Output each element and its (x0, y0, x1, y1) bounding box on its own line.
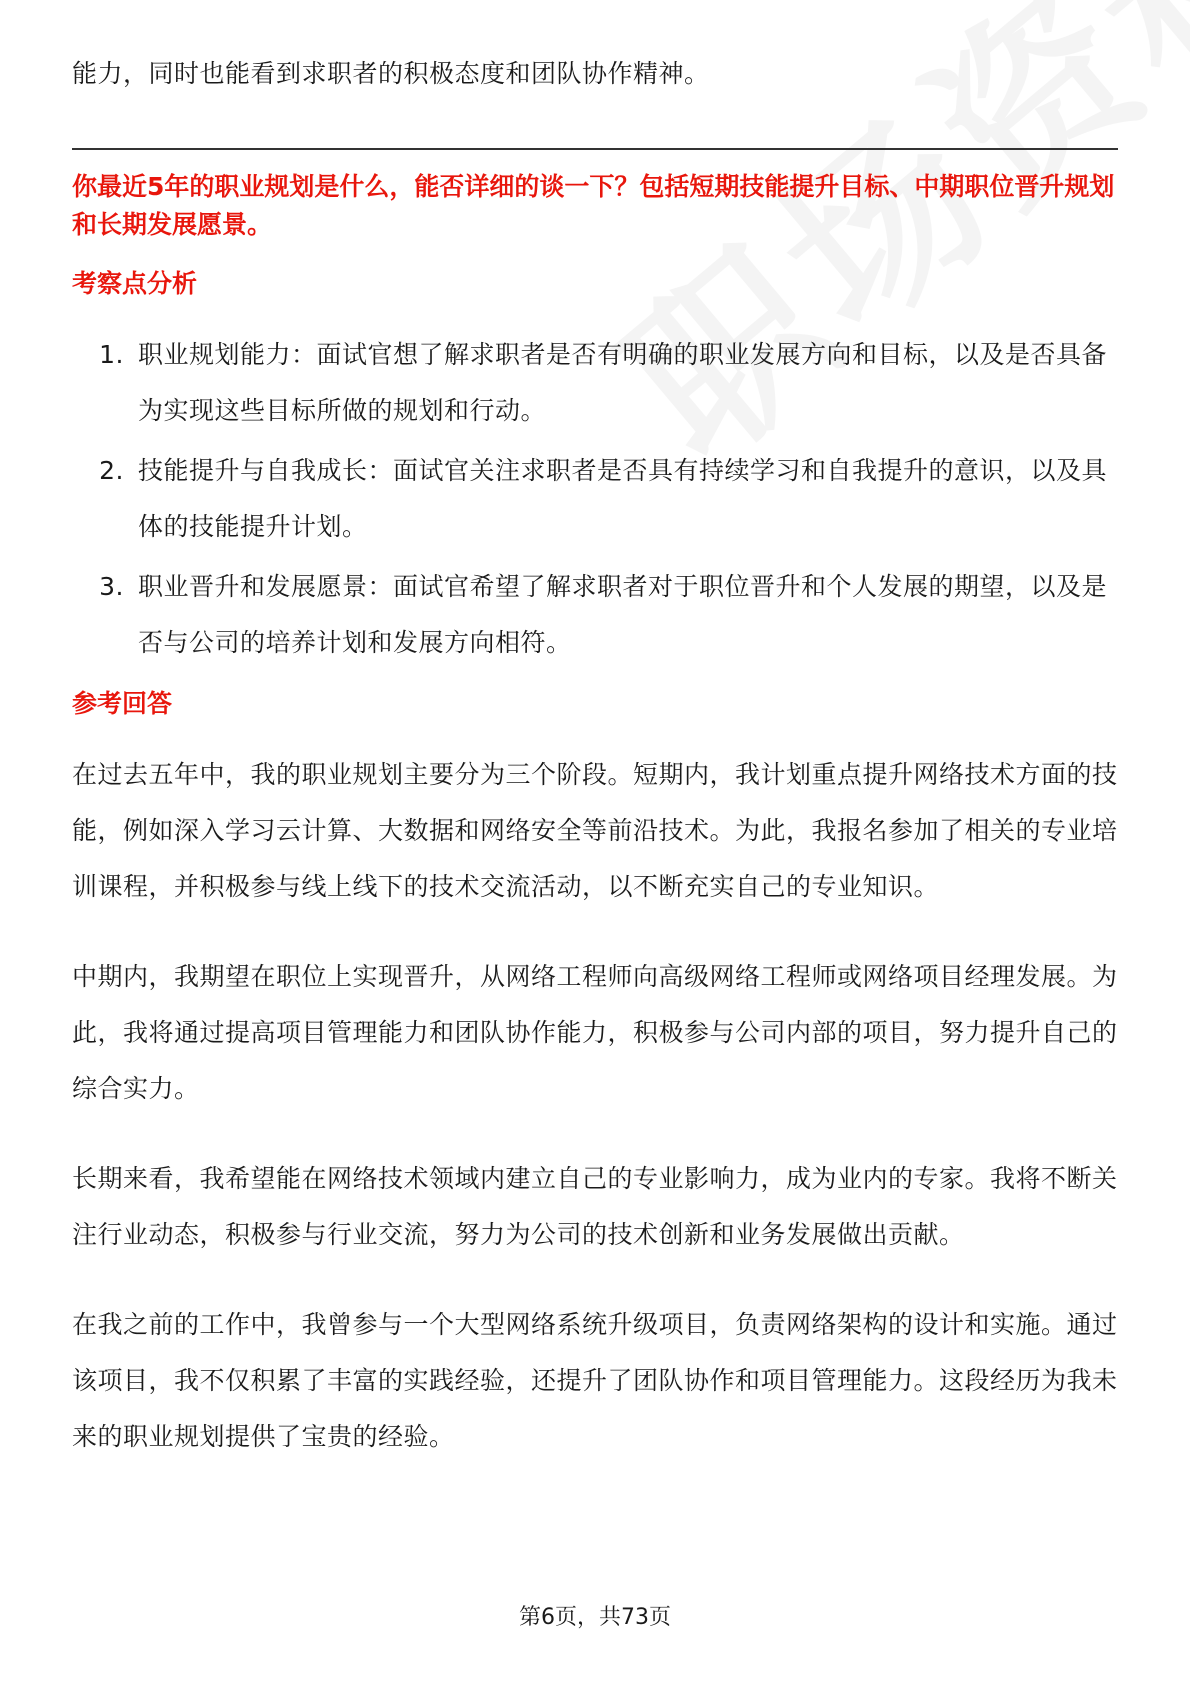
list-item (72, 559, 1118, 671)
answer-paragraph: 在过去五年中，我的职业规划主要分为三个阶段。短期内，我计划重点提升网络技术方面的技能，例如深入学习云计算、大数据和网络安全等前沿技术。为此，我报名参加了相关的专业培训课程，并积极参与线上线下的技术交流活动，以不断充实自己的专业知识。 (72, 760, 1118, 901)
list-text: 技能提升与自我成长：面试官关注求职者是否具有持续学习和自我提升的意识，以及具体的技能提升计划。 (138, 456, 1108, 541)
answer-heading: 参考回答 (72, 689, 173, 718)
answer-paragraph: 在我之前的工作中，我曾参与一个大型网络系统升级项目，负责网络架构的设计和实施。通过该项目，我不仅积累了丰富的实践经验，还提升了团队协作和项目管理能力。这段经历为我未来的职业规划提供了宝贵的经验。 (72, 1310, 1118, 1451)
question-title: 你最近5年的职业规划是什么，能否详细的谈一下？包括短期技能提升目标、中期职位晋升规划和长期发展愿景。 (72, 172, 1115, 239)
analysis-heading: 考察点分析 (72, 269, 198, 298)
answer-paragraph: 长期来看，我希望能在网络技术领域内建立自己的专业影响力，成为业内的专家。我将不断关注行业动态，积极参与行业交流，努力为公司的技术创新和业务发展做出贡献。 (72, 1164, 1118, 1249)
continuation-text: 能力，同时也能看到求职者的积极态度和团队协作精神。 (72, 59, 710, 88)
list-number: 2. (99, 456, 124, 485)
list-text: 职业规划能力：面试官想了解求职者是否有明确的职业发展方向和目标，以及是否具备为实现这些目标所做的规划和行动。 (138, 340, 1108, 425)
answer-paragraph: 中期内，我期望在职位上实现晋升，从网络工程师向高级网络工程师或网络项目经理发展。为此，我将通过提高项目管理能力和团队协作能力，积极参与公司内部的项目，努力提升自己的综合实力。 (72, 962, 1118, 1103)
list-number: 1. (99, 340, 124, 369)
page-number: 第6页，共73页 (519, 1605, 671, 1630)
list-text: 职业晋升和发展愿景：面试官希望了解求职者对于职位晋升和个人发展的期望，以及是否与公司的培养计划和发展方向相符。 (138, 572, 1108, 657)
list-item (72, 327, 1118, 439)
list-item (72, 443, 1118, 555)
section-divider (72, 148, 1118, 150)
list-number: 3. (99, 572, 124, 601)
page-content (72, 46, 1118, 1465)
analysis-list (72, 327, 1118, 671)
